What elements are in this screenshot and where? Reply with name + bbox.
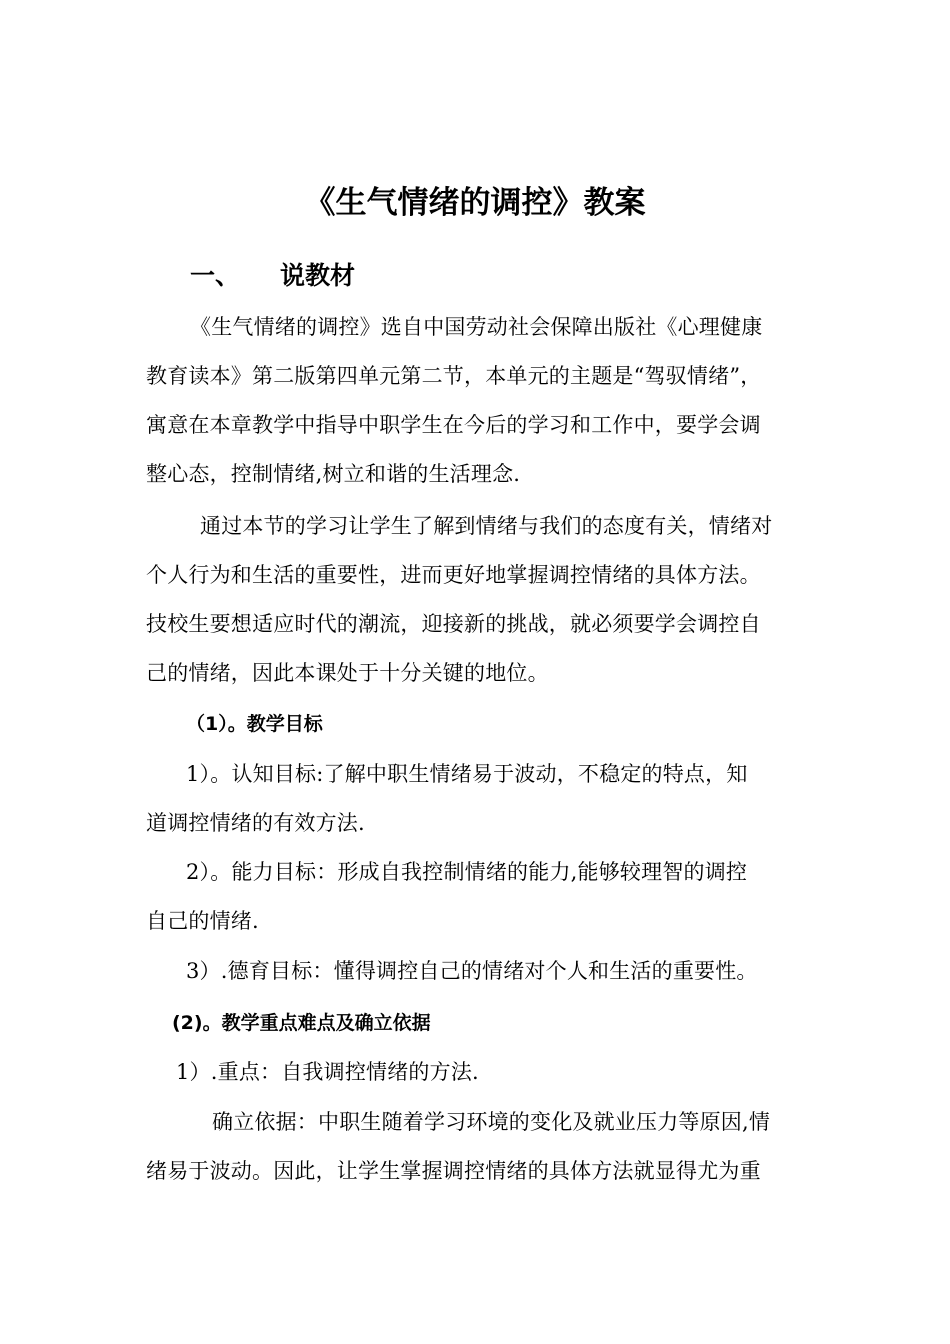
subsection-heading: （1）。教学目标 xyxy=(186,713,323,735)
paragraph-line: 个人行为和生活的重要性，进而更好地掌握调控情绪的具体方法。 xyxy=(146,563,761,587)
subsection-heading: (2)。教学重点难点及确立依据 xyxy=(172,1012,431,1034)
goal-line: 1）。认知目标:了解中职生情绪易于波动，不稳定的特点，知 xyxy=(186,762,748,786)
goal-line: 自己的情绪. xyxy=(146,909,259,933)
key-point-line: 1）.重点：自我调控情绪的方法. xyxy=(176,1060,479,1084)
basis-line: 绪易于波动。因此，让学生掌握调控情绪的具体方法就显得尤为重 xyxy=(146,1159,761,1183)
goal-line: 2）。能力目标：形成自我控制情绪的能力,能够较理智的调控 xyxy=(186,860,748,884)
paragraph-line: 《生气情绪的调控》选自中国劳动社会保障出版社《心理健康 xyxy=(190,315,763,339)
goal-line: 3）.德育目标：懂得调控自己的情绪对个人和生活的重要性。 xyxy=(186,959,758,983)
document-title: 《生气情绪的调控》教案 xyxy=(304,185,646,221)
section-title: 说教材 xyxy=(280,261,356,290)
paragraph-line: 教育读本》第二版第四单元第二节，本单元的主题是“驾驭情绪”， xyxy=(146,364,762,388)
paragraph-line: 寓意在本章教学中指导中职学生在今后的学习和工作中，要学会调 xyxy=(146,413,761,437)
section-number: 一、 xyxy=(190,261,241,290)
paragraph-line: 技校生要想适应时代的潮流，迎接新的挑战，就必须要学会调控自 xyxy=(146,612,761,636)
section-heading xyxy=(190,258,355,294)
paragraph-line: 整心态，控制情绪,树立和谐的生活理念. xyxy=(146,462,521,486)
goal-line: 道调控情绪的有效方法. xyxy=(146,811,365,835)
paragraph-line: 通过本节的学习让学生了解到情绪与我们的态度有关，情绪对 xyxy=(200,514,773,538)
basis-line: 确立依据：中职生随着学习环境的变化及就业压力等原因,情 xyxy=(212,1110,771,1134)
paragraph-line: 己的情绪，因此本课处于十分关键的地位。 xyxy=(146,661,549,685)
